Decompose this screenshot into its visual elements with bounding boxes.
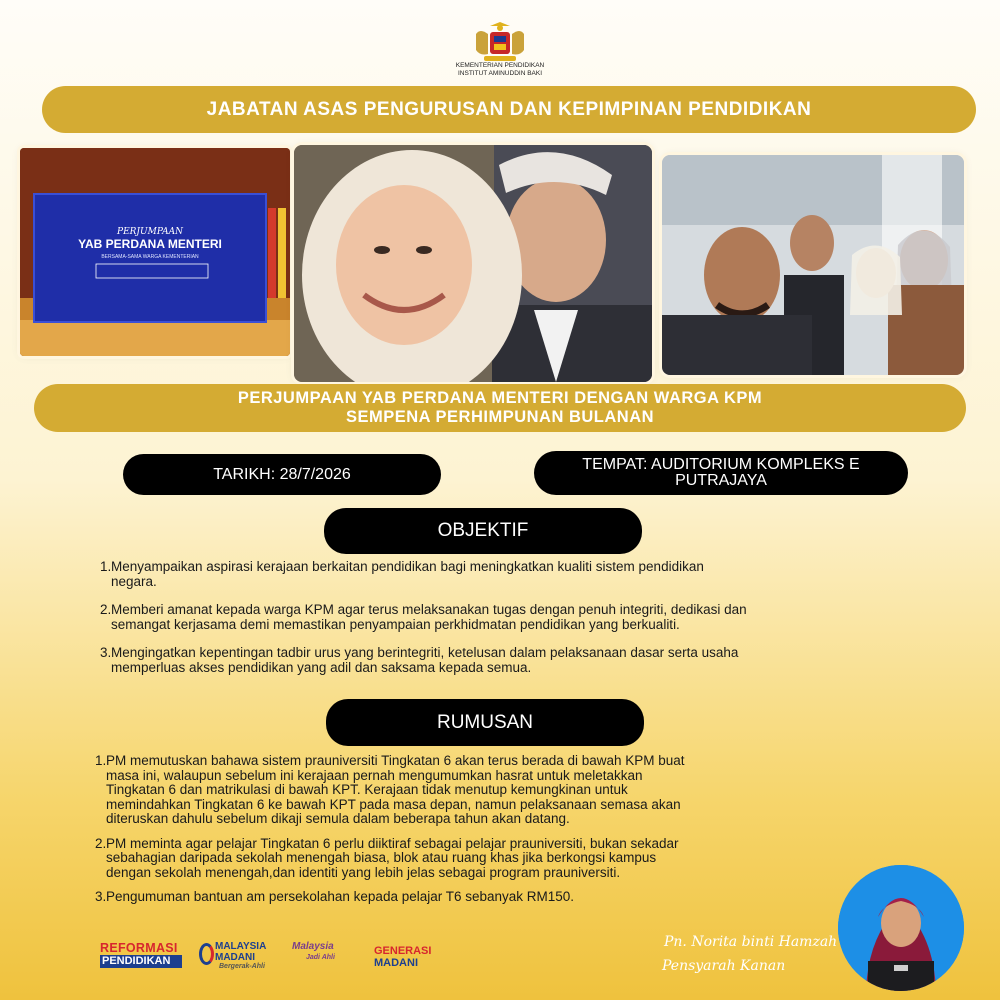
venue-line-2: PUTRAJAYA	[675, 472, 767, 489]
logo-text: REFORMASI	[100, 941, 178, 955]
madani-mark-icon	[199, 943, 214, 965]
objektif-item	[100, 602, 921, 632]
selfie-scene	[294, 145, 652, 382]
rumusan-heading: RUMUSAN	[326, 699, 644, 746]
date-pill: TARIKH: 28/7/2026	[123, 454, 441, 495]
objektif-heading: OBJEKTIF	[324, 508, 642, 554]
item-number: 2.	[95, 835, 107, 851]
logo-text: PENDIDIKAN	[100, 955, 182, 968]
logo-text: GENERASI	[374, 945, 432, 957]
item-text: PM memutuskan bahawa sistem prauniversiti Tingkatan 6 akan terus berada di bawah KPM buat	[106, 753, 685, 768]
item-number: 2.	[100, 602, 112, 617]
signature-title: Pensyarah Kanan	[662, 958, 786, 974]
institution-line-iab: INSTITUT AMINUDDIN BAKI	[457, 70, 543, 77]
item-text: sebahagian daripada sekolah menengah biasa, blok atau ruang khas jika berkongsi kampus	[106, 850, 657, 865]
auditorium-scene	[20, 148, 290, 356]
item-text: diteruskan dahulu sebelum dikaji semula dalam beberapa tahun akan datang.	[106, 811, 570, 826]
malaysia-script-logo	[292, 941, 354, 971]
item-text: memindahkan Tingkatan 6 ke bawah KPT pada masa depan, namun pelaksanaan semasa akan	[106, 796, 681, 812]
objektif-list	[100, 559, 921, 689]
item-number: 3.	[100, 645, 112, 660]
signature-name: Pn. Norita binti Hamzah	[664, 934, 838, 950]
item-text: masa ini, walaupun sebelum ini kerajaan pernah mengumumkan hasrat untuk meletakkan	[106, 767, 643, 783]
screen-line-3: BERSAMA-SAMA WARGA KEMENTERIAN	[101, 254, 199, 260]
logo-text: MADANI	[374, 957, 418, 969]
venue-pill	[534, 451, 908, 495]
reformasi-pendidikan-logo	[100, 942, 182, 968]
item-text: semangat kerjasama demi memastikan penyampaian perkhidmatan pendidikan yang berkualiti.	[111, 616, 680, 632]
objektif-item	[100, 645, 921, 675]
logo-text: Jadi Ahli	[306, 954, 335, 961]
item-text: memperluas akses pendidikan yang adil dan saksama kepada semua.	[111, 659, 532, 675]
logo-text: MADANI	[215, 952, 255, 963]
item-text: Pengumuman bantuan am persekolahan kepada pelajar T6 sebanyak RM150.	[106, 889, 575, 904]
logo-text: Malaysia	[292, 941, 334, 952]
item-text: dengan sekolah menengah,dan identiti yang lebih jelas sebagai program prauniversiti.	[106, 864, 621, 880]
venue-line-1: TEMPAT: AUDITORIUM KOMPLEKS E	[582, 456, 860, 473]
rumusan-item	[95, 753, 836, 827]
item-text: negara.	[111, 573, 157, 589]
institution-name	[420, 62, 580, 78]
objektif-item	[100, 559, 921, 589]
auditorium-photo	[20, 148, 290, 356]
item-number: 1.	[95, 753, 107, 768]
lecturer-portrait	[838, 865, 964, 991]
item-text: Memberi amanat kepada warga KPM agar terus melaksanakan tugas dengan penuh integriti, dedikasi dan	[111, 602, 747, 617]
screen-line-2: YAB PERDANA MENTERI	[78, 237, 222, 251]
rumusan-list	[95, 753, 836, 915]
institution-line-ministry: KEMENTERIAN PENDIDIKAN	[455, 62, 545, 69]
generasi-madani-logo	[374, 945, 444, 971]
event-title-line-2: SEMPENA PERHIMPUNAN BULANAN	[345, 408, 655, 426]
rumusan-item	[95, 889, 836, 905]
group-selfie-photo	[662, 155, 964, 375]
event-title-line-1: PERJUMPAAN YAB PERDANA MENTERI DENGAN WARGA KPM	[237, 389, 763, 407]
item-text: Tingkatan 6 dan matrikulasi di bawah KPT. Kerajaan tidak menutup kemungkinan untuk	[106, 782, 628, 797]
rumusan-item	[95, 835, 836, 881]
screen-line-1: PERJUMPAAN	[117, 227, 183, 237]
group-scene	[662, 155, 964, 375]
item-text: Menyampaikan aspirasi kerajaan berkaitan pendidikan bagi meningkatkan kualiti sistem pendidikan	[111, 559, 704, 574]
item-text: PM meminta agar pelajar Tingkatan 6 perlu diiktiraf sebagai pelajar prauniversiti, bukan sekadar	[106, 835, 679, 851]
item-text: Mengingatkan kepentingan tadbir urus yang berintegriti, ketelusan dalam pelaksanaan dasar serta usaha	[111, 645, 739, 660]
item-number: 1.	[100, 559, 112, 574]
event-title-banner	[34, 384, 966, 432]
item-number: 3.	[95, 889, 107, 904]
malaysia-coat-of-arms-icon	[470, 20, 530, 68]
avatar	[838, 865, 964, 991]
logo-text: MALAYSIA	[215, 941, 267, 952]
malaysia-madani-logo	[199, 941, 271, 975]
selfie-with-pm-photo	[294, 145, 652, 382]
logo-text: Bergerak-Ahli	[219, 963, 265, 970]
department-banner: JABATAN ASAS PENGURUSAN DAN KEPIMPINAN PENDIDIKAN	[42, 86, 976, 133]
